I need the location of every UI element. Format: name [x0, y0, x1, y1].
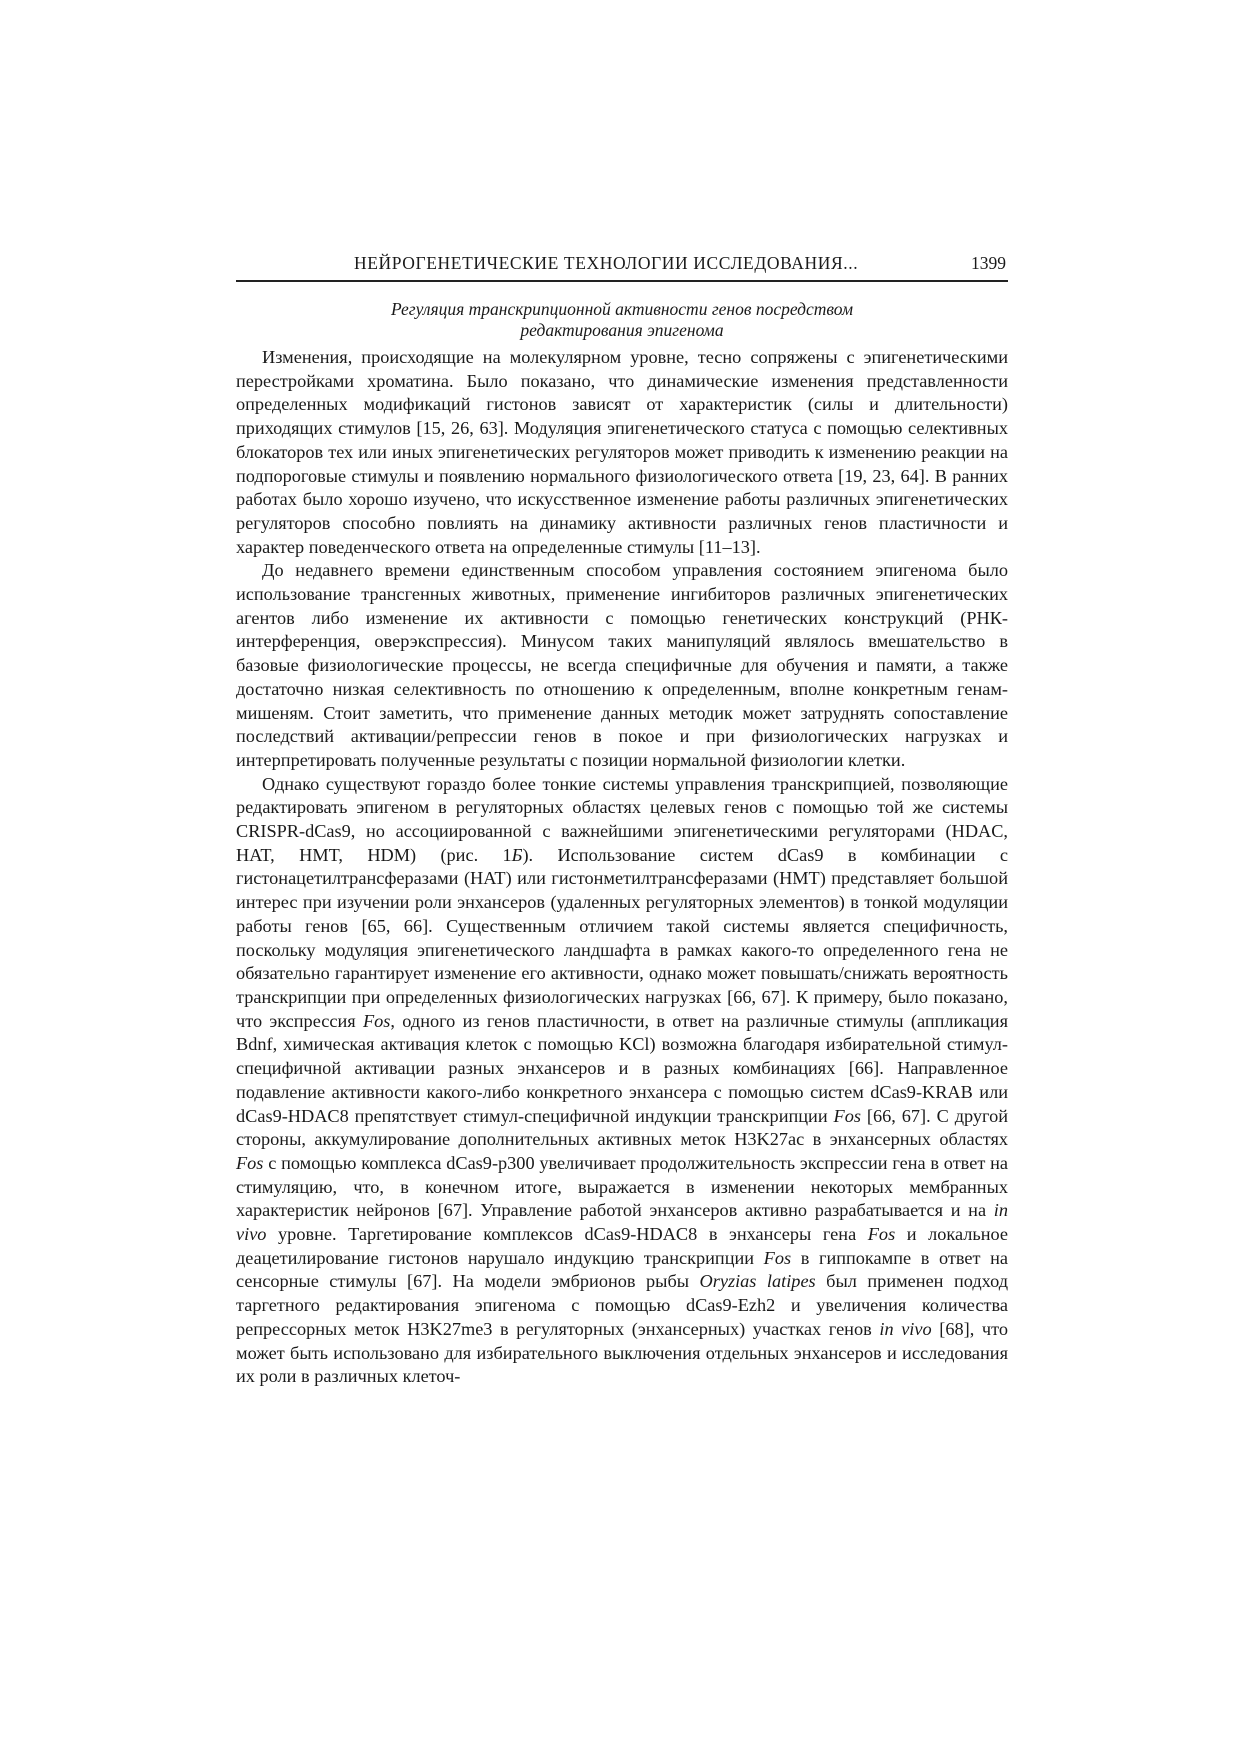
gene-name-italic: Fos: [833, 1105, 861, 1126]
paragraph-3: [236, 773, 1008, 1389]
section-title-line-1: Регуляция транскрипционной активности генов посредством: [390, 299, 854, 319]
figure-ref-italic: Б: [511, 844, 523, 865]
gene-name-italic: Fos: [867, 1224, 896, 1245]
page-number: 1399: [971, 253, 1006, 273]
paragraph-1: Изменения, происходящие на молекулярном уровне, тесно сопряжены с эпигенетическими перестройками хроматина. Было показано, что динамические изменения представленности определенных модификаций гистонов зависят от характеристик (силы и длительности) приходящих стимулов [15, 26, 63]. Модуляция эпигенетического статуса с помощью селективных блокаторов тех или иных эпигенетических регуляторов может приводить к изменению реакции на подпороговые стимулы и появлению нормального физиологического ответа [19, 23, 64]. В ранних работах было хорошо изучено, что искусственное изменение работы различных эпигенетических регуляторов способно повлиять на динамику активности различных генов пластичности и характер поведенческого ответа на определенные стимулы [11–13].: [236, 347, 1008, 557]
in-vivo-italic: in vivo: [236, 1200, 1008, 1245]
species-name-italic: Oryzias latipes: [699, 1271, 816, 1292]
p3-text-8: в гиппокампе в ответ на сенсорные стимулы [67]. На модели эмбрионов рыбы: [236, 1247, 1008, 1292]
gene-name-italic: Fos: [236, 1152, 264, 1173]
running-head-title: НЕЙРОГЕНЕТИЧЕСКИЕ ТЕХНОЛОГИИ ИССЛЕДОВАНИЯ...: [354, 253, 859, 273]
p3-text-5: с помощью комплекса dCas9-p300 увеличивает продолжительность экспрессии гена в ответ на стимуляцию, что, в конечном итоге, выражается в изменении некоторых мембранных характеристик нейронов [67]. Управление работой энхансеров активно разрабатывается и на: [236, 1152, 1008, 1221]
p3-text-3: , одного из генов пластичности, в ответ на различные стимулы (аппликация Bdnf, химическая активация клеток с помощью KCl) возможна благодаря избирательной стимул-специфичной активации разных энхансеров и в разных комбинациях [66]. Направленное подавление активности какого-либо конкретного энхансера с помощью систем dCas9-KRAB или dCas9-HDAC8 препятствует стимул-специфичной индукции транскрипции: [236, 1010, 1008, 1126]
section-title-line-2: редактирования эпигенома: [520, 320, 724, 340]
gene-name-italic: Fos: [763, 1247, 792, 1268]
body-text: [236, 346, 1008, 1389]
p3-text-4: [66, 67]. С другой стороны, аккумулирование дополнительных активных меток H3K27ac в энхансерных областях: [236, 1105, 1008, 1150]
in-vivo-italic: in vivo: [879, 1318, 932, 1339]
paragraph-2: До недавнего времени единственным способом управления состоянием эпигенома было использование трансгенных животных, применение ингибиторов различных эпигенетических агентов либо изменение их активности с помощью генетических конструкций (РНК-интерференция, оверэкспрессия). Минусом таких манипуляций являлось вмешательство в базовые физиологические процессы, не всегда специфичные для обучения и памяти, а также достаточно низкая селективность по отношению к определенным, вполне конкретным генам-мишеням. Стоит заметить, что применение данных методик может затруднять сопоставление последствий активации/репрессии генов в покое и при физиологических нагрузках и интерпретировать полученные результаты с позиции нормальной физиологии клетки.: [236, 560, 1008, 770]
section-title: [236, 299, 1008, 341]
gene-name-italic: Fos: [362, 1010, 391, 1031]
p3-text-7: и локальное деацетилирование гистонов нарушало индукцию транскрипции: [236, 1224, 1008, 1268]
p3-text-2: ). Использование систем dCas9 в комбинации с гистонацетилтрансферазами (HAT) или гистонметилтрансферазами (HMT) представляет большой интерес при изучении роли энхансеров (удаленных регуляторных элементов) в тонкой модуляции работы генов [65, 66]. Существенным отличием такой системы является специфичность, поскольку модуляция эпигенетического ландшафта в рамках какого-то определенного гена не обязательно гарантирует изменение его активности, однако может повышать/снижать вероятность транскрипции при определенных физиологических нагрузках [66, 67]. К примеру, было показано, что экспрессия: [236, 844, 1008, 1031]
p3-text-10: [68], что может быть использовано для избирательного выключения отдельных энхансеров и исследования их роли в различных клеточ-: [236, 1318, 1008, 1387]
p3-text-9: был применен подход таргетного редактирования эпигенома с помощью dCas9-Ezh2 и увеличения количества репрессорных меток H3K27me3 в регуляторных (энхансерных) участках генов: [236, 1271, 1009, 1339]
p3-text-6: уровне. Таргетирование комплексов dCas9-HDAC8 в энхансеры гена: [266, 1224, 868, 1245]
p3-text-1: Однако существуют гораздо более тонкие системы управления транскрипцией, позволяющие редактировать эпигеном в регуляторных областях целевых генов с помощью той же системы CRISPR-dCas9, но ассоциированной с важнейшими эпигенетическими регуляторами (HDAC, HAT, HMT, HDM) (рис. 1: [236, 773, 1008, 865]
running-header: [236, 250, 1008, 282]
